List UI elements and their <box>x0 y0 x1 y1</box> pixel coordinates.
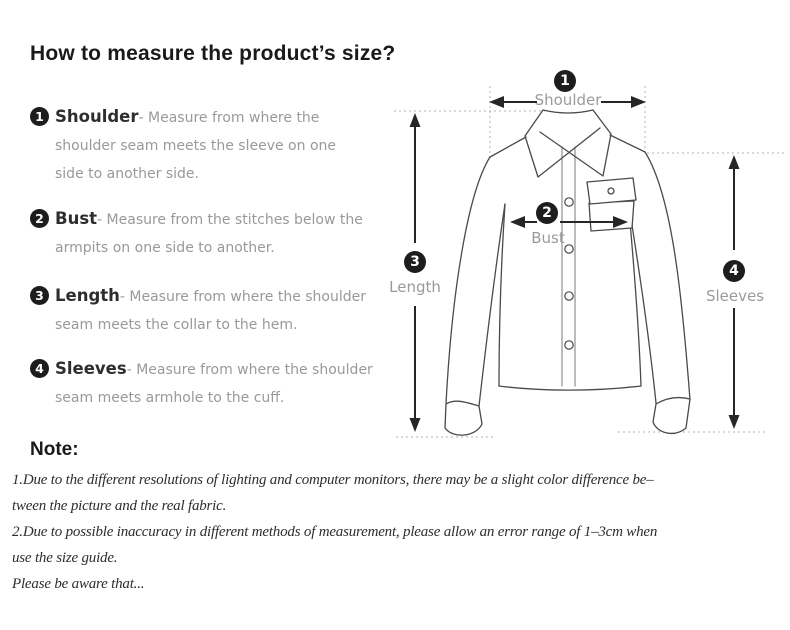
number-badge-3: 3 <box>30 286 49 305</box>
note-title: Note: <box>30 439 79 460</box>
diagram-label-length: Length <box>389 278 441 296</box>
instruction-bust <box>30 205 400 262</box>
number-badge-4: 4 <box>30 359 49 378</box>
left-shoulder-seam <box>490 137 526 157</box>
right-sleeve-inner <box>628 200 656 403</box>
arrowhead-left <box>510 216 525 228</box>
desc-line: seam meets the collar to the hem. <box>55 317 298 333</box>
term-length: Length <box>55 286 120 305</box>
left-side-seam <box>499 204 505 386</box>
term-bust: Bust <box>55 209 98 228</box>
shirt-illustration <box>445 110 690 435</box>
note-line: 2.Due to possible inaccuracy in different methods of measurement, please allow an error range of 1–3cm when <box>12 524 658 540</box>
arrowhead-up <box>410 113 421 127</box>
arrowhead-left <box>489 96 504 108</box>
arrowhead-right <box>631 96 646 108</box>
number-badge-1: 1 <box>30 107 49 126</box>
page-title: How to measure the product’s size? <box>30 42 396 65</box>
instruction-shoulder <box>30 103 400 188</box>
diagram-label-shoulder: Shoulder <box>534 91 602 109</box>
measurement-diagram <box>370 55 790 450</box>
term-shoulder: Shoulder <box>55 107 139 126</box>
desc-line: armpits on one side to another. <box>55 240 275 256</box>
hem <box>499 386 641 390</box>
desc-line: - Measure from where the <box>138 110 320 126</box>
note-text <box>12 467 790 597</box>
diagram-badge-2: 2 <box>536 202 558 224</box>
note-line: use the size guide. <box>12 550 118 566</box>
desc-line: shoulder seam meets the sleeve on one <box>55 138 336 154</box>
diagram-label-bust: Bust <box>531 229 565 247</box>
pocket-button <box>608 188 614 194</box>
button <box>565 245 573 253</box>
left-sleeve-inner <box>479 204 505 406</box>
note-line: 1.Due to the different resolutions of lighting and computer monitors, there may be a slight color difference be– <box>12 472 654 488</box>
button <box>565 292 573 300</box>
desc-line: - Measure from where the shoulder <box>126 362 373 378</box>
arrowhead-up <box>729 155 740 169</box>
instruction-length <box>30 282 400 339</box>
left-cuff <box>445 401 482 435</box>
diagram-badge-3: 3 <box>404 251 426 273</box>
term-sleeves: Sleeves <box>55 359 127 378</box>
diagram-label-sleeves: Sleeves <box>705 287 765 305</box>
desc-line: - Measure from where the shoulder <box>119 289 367 305</box>
right-shoulder-seam <box>610 135 645 152</box>
right-cuff <box>653 398 690 434</box>
diagram-badge-1: 1 <box>554 70 576 92</box>
desc-line: seam meets armhole to the cuff. <box>55 390 285 406</box>
placket <box>562 147 575 386</box>
arrowhead-down <box>410 418 421 432</box>
note-line: Please be aware that... <box>12 576 145 592</box>
arrowhead-down <box>729 415 740 429</box>
number-badge-2: 2 <box>30 209 49 228</box>
button <box>565 341 573 349</box>
button <box>565 198 573 206</box>
buttons <box>565 198 573 349</box>
instruction-list <box>30 103 400 429</box>
desc-line: side to another side. <box>55 166 199 182</box>
desc-line: - Measure from the stitches below the <box>97 212 363 228</box>
collar-band <box>543 110 593 113</box>
pocket-body <box>589 201 634 231</box>
note-line: tween the picture and the real fabric. <box>12 498 227 514</box>
diagram-badge-4: 4 <box>723 260 745 282</box>
instruction-sleeves <box>30 355 400 412</box>
